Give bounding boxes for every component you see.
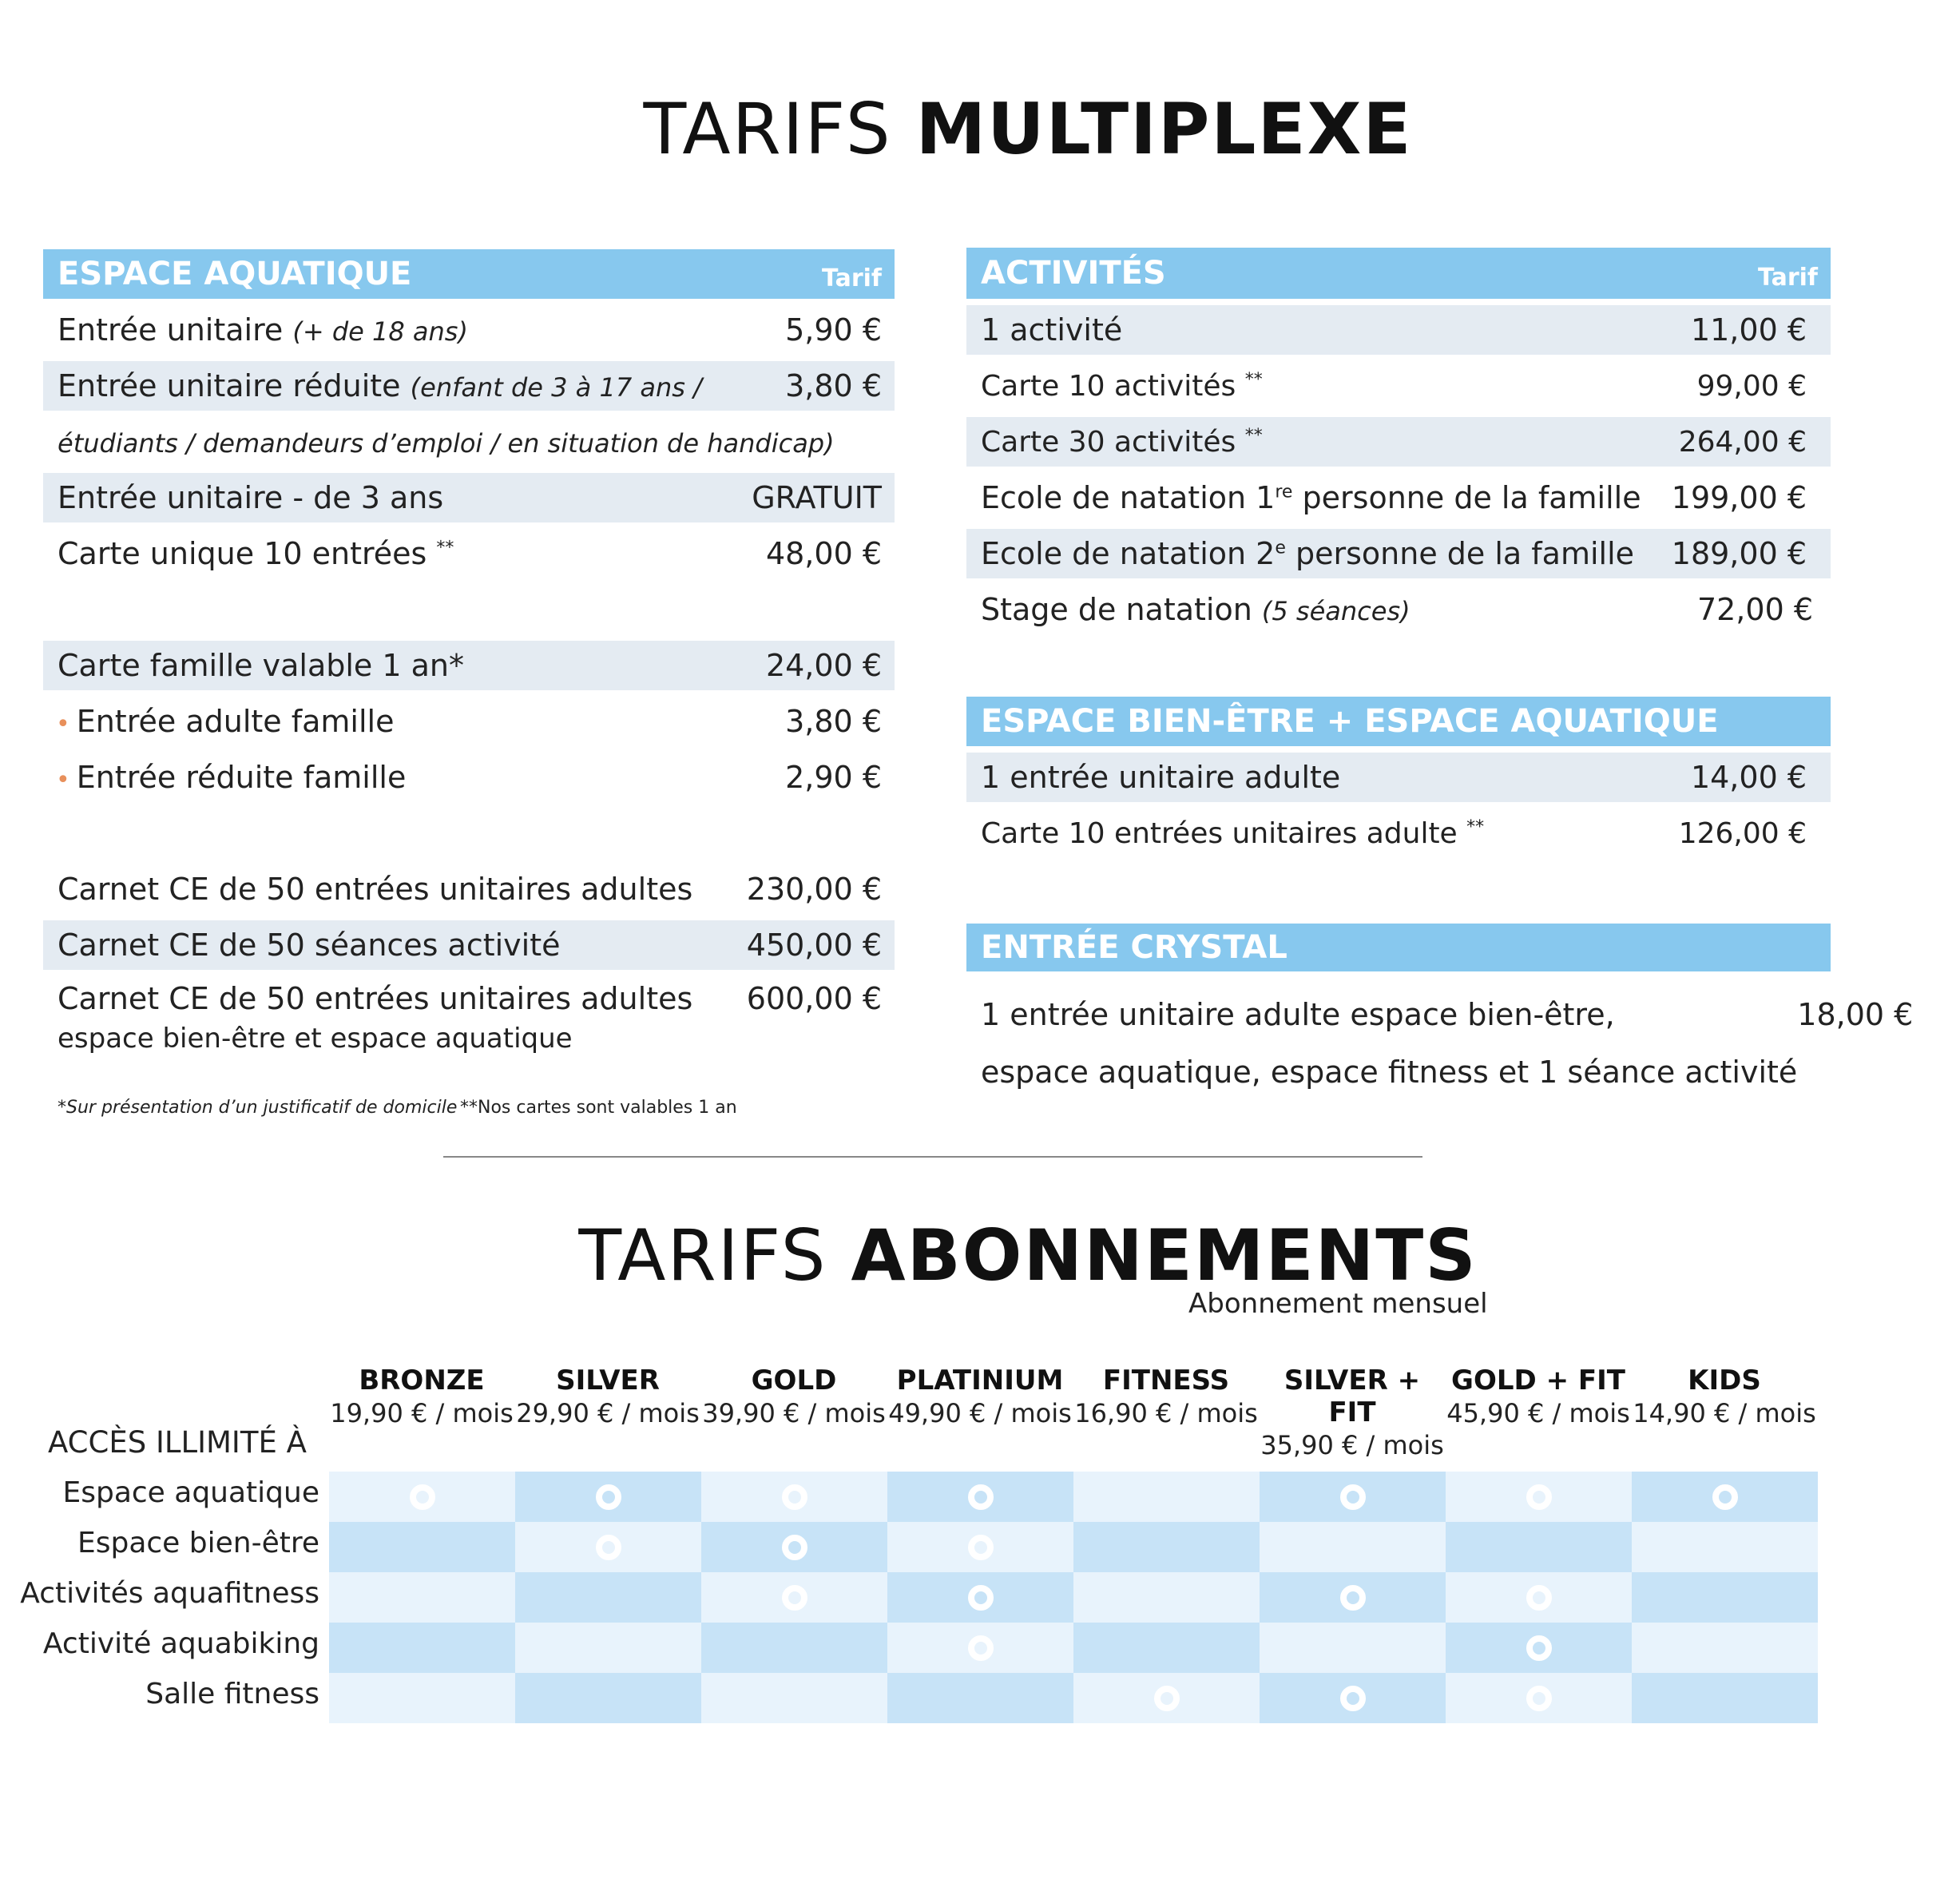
tarif-label: Tarif — [1758, 263, 1818, 292]
included-circle-icon — [968, 1484, 994, 1510]
row-label-text: Entrée unitaire — [58, 312, 284, 348]
bullet-icon: • — [56, 766, 70, 794]
included-circle-icon — [1340, 1484, 1366, 1510]
row-price: 3,80 € — [785, 704, 882, 739]
price-row-continuation — [43, 417, 895, 467]
plan-price: 39,90 € / mois — [702, 1398, 886, 1428]
plan-name: SILVER — [556, 1365, 660, 1396]
row-label-text: Carte 10 activités — [981, 369, 1236, 403]
grid-cell — [329, 1623, 515, 1673]
grid-cell — [515, 1673, 701, 1723]
price-row — [966, 305, 1831, 355]
price-row — [43, 753, 895, 802]
row-label-text: Entrée unitaire réduite — [58, 368, 401, 403]
feature-label: Activités aquafitness — [20, 1577, 319, 1610]
row-label: Entrée unitaire - de 3 ans — [58, 480, 444, 515]
price-row — [966, 808, 1831, 858]
included-circle-icon — [1526, 1635, 1552, 1661]
section-header — [966, 697, 1831, 746]
price-row — [43, 641, 895, 690]
price-row — [43, 473, 895, 522]
row-label-text: 1 entrée unitaire adulte espace bien-être, — [981, 997, 1615, 1032]
row-label — [56, 704, 394, 739]
section-title: ACTIVITÉS — [981, 255, 1166, 292]
section-entree-crystal — [966, 924, 1914, 1091]
plan-name: PLATINIUM — [896, 1365, 1064, 1396]
grid-cell — [1446, 1623, 1632, 1673]
title-multiplexe — [96, 88, 1960, 170]
grid-cell — [701, 1472, 887, 1522]
row-label-text: Carte 10 entrées unitaires adulte — [981, 816, 1458, 850]
included-circle-icon — [782, 1585, 807, 1611]
price-row — [43, 864, 895, 914]
section-header — [43, 249, 895, 299]
row-label — [58, 368, 702, 403]
plan-price: 19,90 € / mois — [330, 1398, 514, 1428]
grid-cell — [1260, 1623, 1446, 1673]
plan-header — [1446, 1365, 1631, 1428]
grid-cell — [701, 1522, 887, 1572]
row-label-text: Ecole de natation 1 — [981, 480, 1276, 515]
row-price: 48,00 € — [765, 536, 882, 571]
row-sup: ** — [436, 538, 454, 558]
grid-cell — [1073, 1522, 1260, 1572]
row-price: 264,00 € — [1678, 425, 1807, 459]
grid-cell — [1073, 1673, 1260, 1723]
row-price: 189,00 € — [1671, 536, 1807, 571]
grid-cell — [1260, 1472, 1446, 1522]
grid-cell — [515, 1623, 701, 1673]
section-bien-etre — [966, 697, 1831, 872]
plan-price: 49,90 € / mois — [888, 1398, 1072, 1428]
grid-cell — [1446, 1572, 1632, 1623]
plan-price: 14,90 € / mois — [1633, 1398, 1816, 1428]
plan-name: BRONZE — [359, 1365, 485, 1396]
grid-cell — [1446, 1522, 1632, 1572]
feature-label: Activité aquabiking — [42, 1627, 319, 1660]
tarif-label: Tarif — [822, 264, 882, 292]
row-label — [981, 592, 1410, 627]
title-abonnements-bold: ABONNEMENTS — [851, 1214, 1478, 1297]
grid-cell — [1073, 1572, 1260, 1623]
price-row — [966, 473, 1831, 522]
plan-header — [1632, 1365, 1817, 1428]
grid-cell — [1446, 1673, 1632, 1723]
feature-label: Espace bien-être — [77, 1527, 319, 1559]
grid-cell — [701, 1623, 887, 1673]
row-label-line2: espace bien-être et espace aquatique — [58, 1023, 573, 1055]
plan-header — [701, 1365, 887, 1428]
grid-cell — [1260, 1572, 1446, 1623]
included-circle-icon — [1340, 1686, 1366, 1711]
grid-cell — [887, 1673, 1073, 1723]
row-label — [981, 480, 1641, 515]
section-espace-aquatique — [43, 249, 895, 1128]
plan-name: GOLD + FIT — [1451, 1365, 1625, 1396]
section-activites — [966, 248, 1831, 631]
included-circle-icon — [1526, 1484, 1552, 1510]
row-label — [58, 981, 692, 1061]
grid-cell — [515, 1522, 701, 1572]
footnote-domicile: *Sur présentation d’un justificatif de domicile — [58, 1098, 458, 1118]
row-price: 126,00 € — [1678, 816, 1807, 850]
section-title: ENTRÉE CRYSTAL — [981, 929, 1287, 966]
feature-label: Espace aquatique — [62, 1476, 319, 1509]
grid-cell — [1632, 1472, 1818, 1522]
row-label — [981, 986, 1797, 1101]
plan-name: KIDS — [1688, 1365, 1761, 1396]
section-title: ESPACE AQUATIQUE — [58, 256, 412, 292]
grid-cell — [1632, 1673, 1818, 1723]
row-price: 600,00 € — [746, 981, 882, 1016]
grid-cell — [1260, 1673, 1446, 1723]
row-sup: ** — [1466, 816, 1485, 837]
grid-cell — [1632, 1572, 1818, 1623]
row-price: 2,90 € — [785, 760, 882, 795]
row-label — [981, 370, 1263, 403]
footnote-cartes: **Nos cartes sont valables 1 an — [460, 1098, 737, 1118]
included-circle-icon — [1340, 1585, 1366, 1611]
row-price: 18,00 € — [1797, 997, 1914, 1032]
grid-cell — [329, 1472, 515, 1522]
plan-header — [1260, 1365, 1445, 1460]
plan-header — [1073, 1365, 1259, 1428]
row-label: 1 entrée unitaire adulte — [981, 760, 1341, 795]
row-label-text: Entrée adulte famille — [76, 704, 395, 739]
row-price: 14,00 € — [1690, 760, 1807, 795]
row-label — [981, 536, 1634, 571]
row-note: étudiants / demandeurs d’emploi / en situation de handicap) — [58, 428, 835, 459]
row-label: Carnet CE de 50 entrées unitaires adultes — [58, 872, 693, 907]
row-label-text: Carnet CE de 50 entrées unitaires adultes — [58, 981, 693, 1016]
title-abonnements-light: TARIFS — [578, 1214, 827, 1297]
section-title: ESPACE BIEN-ÊTRE + ESPACE AQUATIQUE — [981, 703, 1719, 740]
included-circle-icon — [782, 1484, 807, 1510]
price-row — [966, 976, 1914, 1090]
plan-price: 35,90 € / mois — [1260, 1430, 1444, 1460]
row-note: (5 séances) — [1261, 596, 1410, 626]
title-multiplexe-bold: MULTIPLEXE — [915, 88, 1413, 170]
row-label-text: Stage de natation — [981, 592, 1252, 627]
included-circle-icon — [1526, 1585, 1552, 1611]
row-price: 11,00 € — [1690, 312, 1807, 348]
row-label — [58, 536, 454, 571]
price-row — [43, 305, 895, 355]
included-circle-icon — [968, 1635, 994, 1661]
included-circle-icon — [410, 1484, 435, 1510]
feature-label: Salle fitness — [145, 1678, 319, 1710]
price-row — [966, 585, 1831, 634]
bullet-icon: • — [56, 710, 70, 738]
title-multiplexe-light: TARIFS — [643, 88, 892, 170]
row-sup: re — [1275, 482, 1293, 503]
section-header — [966, 248, 1831, 299]
included-circle-icon — [596, 1535, 621, 1560]
price-row — [43, 976, 895, 1064]
price-row — [43, 361, 895, 411]
row-price: 72,00 € — [1696, 592, 1813, 627]
grid-cell — [1260, 1522, 1446, 1572]
row-label-text: Ecole de natation 2 — [981, 536, 1276, 571]
row-label: Carnet CE de 50 séances activité — [58, 928, 561, 963]
plan-name: FITNESS — [1102, 1365, 1230, 1396]
row-price: 3,80 € — [785, 368, 882, 403]
row-price: 230,00 € — [746, 872, 882, 907]
row-price: GRATUIT — [752, 480, 882, 515]
plan-name: GOLD — [751, 1365, 837, 1396]
included-circle-icon — [1712, 1484, 1738, 1510]
grid-cell — [701, 1572, 887, 1623]
included-circle-icon — [968, 1585, 994, 1611]
price-row — [966, 417, 1831, 467]
plan-header — [887, 1365, 1073, 1428]
row-label-text: Carte 30 activités — [981, 425, 1236, 459]
title-abonnements — [96, 1214, 1960, 1297]
row-price: 199,00 € — [1671, 480, 1807, 515]
price-row — [966, 529, 1831, 578]
row-note: (enfant de 3 à 17 ans / — [410, 372, 702, 403]
grid-cell — [701, 1673, 887, 1723]
row-price: 5,90 € — [785, 312, 882, 348]
grid-cell — [329, 1572, 515, 1623]
grid-cell — [1446, 1472, 1632, 1522]
grid-cell — [1073, 1623, 1260, 1673]
included-circle-icon — [782, 1535, 807, 1560]
grid-cell — [1632, 1522, 1818, 1572]
included-circle-icon — [1154, 1686, 1180, 1711]
row-price: 99,00 € — [1696, 369, 1807, 403]
row-label-text: Entrée réduite famille — [76, 760, 407, 795]
grid-cell — [887, 1522, 1073, 1572]
plan-price: 45,90 € / mois — [1446, 1398, 1630, 1428]
grid-cell — [887, 1623, 1073, 1673]
included-circle-icon — [968, 1535, 994, 1560]
plan-name: SILVER + FIT — [1284, 1365, 1421, 1428]
row-label — [981, 817, 1484, 850]
plan-header — [329, 1365, 514, 1428]
grid-cell — [1073, 1472, 1260, 1522]
price-row — [966, 753, 1831, 802]
row-sup: ** — [1244, 425, 1263, 446]
price-row — [43, 920, 895, 970]
grid-cell — [1632, 1623, 1818, 1673]
subtitle-abonnement-mensuel: Abonnement mensuel — [1188, 1288, 1488, 1320]
grid-cell — [515, 1572, 701, 1623]
divider — [443, 1156, 1422, 1158]
row-note: (+ de 18 ans) — [292, 316, 468, 347]
row-label-text: Carte unique 10 entrées — [58, 536, 427, 571]
row-label-text-2: personne de la famille — [1285, 536, 1635, 571]
row-label-text-2: personne de la famille — [1292, 480, 1641, 515]
grid-cell — [329, 1673, 515, 1723]
plan-header — [515, 1365, 700, 1428]
included-circle-icon — [596, 1484, 621, 1510]
grid-cell — [887, 1572, 1073, 1623]
row-label — [58, 312, 468, 348]
grid-cell — [515, 1472, 701, 1522]
row-label — [981, 426, 1263, 459]
grid-cell — [329, 1522, 515, 1572]
row-label — [58, 424, 835, 459]
row-label — [56, 760, 406, 795]
row-sup: ** — [1244, 369, 1263, 390]
row-label-line2: espace aquatique, espace fitness et 1 séance activité — [981, 1055, 1798, 1090]
row-label: 1 activité — [981, 312, 1123, 348]
row-price: 24,00 € — [765, 648, 882, 683]
row-sup: e — [1275, 538, 1286, 558]
plan-price: 29,90 € / mois — [516, 1398, 700, 1428]
plan-price: 16,90 € / mois — [1074, 1398, 1258, 1428]
included-circle-icon — [1526, 1686, 1552, 1711]
price-row — [43, 697, 895, 746]
price-row — [966, 361, 1831, 411]
row-label: Carte famille valable 1 an* — [58, 648, 464, 683]
grid-cell — [887, 1472, 1073, 1522]
price-row — [43, 529, 895, 578]
section-header — [966, 924, 1831, 971]
row-price: 450,00 € — [746, 928, 882, 963]
access-label: ACCÈS ILLIMITÉ À — [48, 1425, 307, 1460]
